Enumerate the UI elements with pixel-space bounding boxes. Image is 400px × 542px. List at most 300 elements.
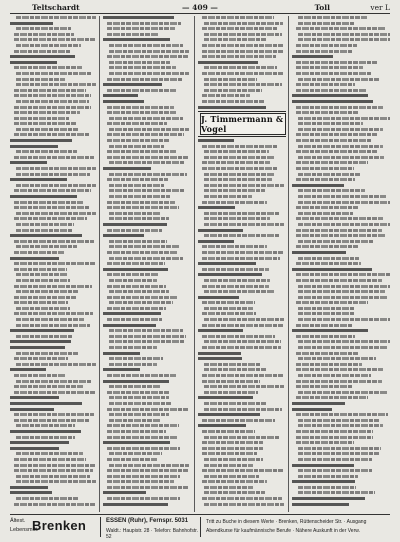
illegible-entry-line [107,122,167,125]
illegible-entry-line [298,195,386,198]
illegible-entry-line [14,285,92,288]
illegible-entry-line [16,27,71,30]
illegible-entry-line [202,167,278,170]
illegible-entry-line [292,329,368,332]
illegible-entry-line [14,38,96,41]
illegible-entry-line [107,89,176,92]
illegible-entry-line [298,340,390,343]
illegible-entry-line [14,262,96,265]
header-right-word: Toll [314,3,330,12]
illegible-entry-line [14,89,86,92]
illegible-entry-line [298,357,376,360]
illegible-entry-line [202,201,267,204]
illegible-entry-line [296,245,358,248]
illegible-entry-line [204,391,258,394]
illegible-entry-line [107,469,189,472]
illegible-entry-line [14,201,83,204]
illegible-entry-line [202,72,284,75]
illegible-entry-line [204,33,282,36]
illegible-entry-line [296,352,359,355]
illegible-entry-line [202,380,260,383]
illegible-entry-line [107,391,169,394]
illegible-entry-line [204,486,253,489]
ad-rule-top [198,111,286,112]
illegible-entry-line [202,245,267,248]
illegible-entry-line [296,413,388,416]
illegible-entry-line [16,335,73,338]
illegible-entry-line [10,346,65,349]
illegible-entry-line [109,452,162,455]
illegible-entry-line [107,262,165,265]
illegible-entry-line [16,184,96,187]
column-divider [194,16,195,512]
illegible-entry-line [109,363,157,366]
illegible-entry-line [198,273,262,276]
illegible-entry-line [202,335,275,338]
illegible-entry-line [16,380,92,383]
illegible-entry-line [16,167,96,170]
illegible-entry-line [204,464,253,467]
illegible-entry-line [298,419,379,422]
illegible-entry-line [16,318,84,321]
illegible-entry-line [204,503,284,506]
ad-rule-bottom [198,136,286,137]
illegible-entry-line [10,408,54,411]
illegible-entry-line [202,16,274,19]
illegible-entry-line [204,184,284,187]
illegible-entry-line [103,491,146,494]
illegible-entry-line [202,480,267,483]
illegible-entry-line [109,212,160,215]
illegible-entry-line [202,374,284,377]
illegible-entry-line [16,290,79,293]
illegible-entry-line [296,89,367,92]
illegible-entry-line [296,106,383,109]
illegible-entry-line [109,335,186,338]
footer-advert [10,514,390,539]
illegible-entry-line [109,72,189,75]
illegible-entry-line [198,206,235,209]
illegible-entry-line [10,486,48,489]
advertisement-box [200,113,286,135]
illegible-entry-line [198,396,253,399]
illegible-entry-line [298,117,390,120]
illegible-entry-line [14,357,68,360]
page-header [10,3,390,13]
illegible-entry-line [109,61,170,64]
illegible-entry-line [292,408,332,411]
illegible-entry-line [14,251,64,254]
illegible-entry-line [202,100,265,103]
illegible-entry-line [204,408,282,411]
illegible-entry-line [107,206,179,209]
illegible-entry-line [109,402,171,405]
illegible-entry-line [10,441,69,444]
illegible-entry-line [296,161,368,164]
illegible-entry-line [298,452,380,455]
illegible-entry-line [202,161,270,164]
illegible-entry-line [103,312,161,315]
illegible-entry-line [109,117,183,120]
illegible-entry-line [14,106,91,109]
illegible-entry-line [14,240,94,243]
illegible-entry-line [204,178,272,181]
illegible-entry-line [202,50,284,53]
illegible-entry-line [16,78,65,81]
illegible-entry-line [103,83,162,86]
illegible-entry-line [10,234,82,237]
illegible-entry-line [204,385,284,388]
illegible-entry-line [16,173,90,176]
illegible-entry-line [14,156,94,159]
illegible-entry-line [14,469,93,472]
illegible-entry-line [204,223,284,226]
illegible-entry-line [107,480,174,483]
illegible-entry-line [202,497,282,500]
illegible-entry-line [202,94,250,97]
illegible-entry-line [296,380,382,383]
illegible-entry-line [296,139,372,142]
illegible-entry-line [298,173,360,176]
illegible-entry-line [14,419,90,422]
illegible-entry-line [107,33,159,36]
illegible-entry-line [107,251,178,254]
illegible-entry-line [109,50,189,53]
illegible-entry-line [107,150,176,153]
illegible-entry-line [296,396,368,399]
illegible-entry-line [14,385,83,388]
illegible-entry-line [16,83,96,86]
illegible-entry-line [16,128,79,131]
column-divider [99,16,100,512]
illegible-entry-line [296,66,363,69]
illegible-entry-line [107,374,176,377]
illegible-entry-line [16,150,77,153]
illegible-entry-line [109,464,189,467]
illegible-entry-line [16,16,96,19]
illegible-entry-line [10,396,59,399]
illegible-entry-line [16,212,96,215]
illegible-entry-line [296,441,354,444]
footer-address-line-2: Waldt.: Haupistr. 28 · Telefon: Bahnhofstr. 52 [106,528,198,540]
illegible-entry-line [103,234,144,237]
illegible-entry-line [103,268,168,271]
illegible-entry-line [296,229,382,232]
illegible-entry-line [296,324,353,327]
illegible-entry-line [16,307,70,310]
illegible-entry-line [298,257,359,260]
illegible-entry-line [296,436,373,439]
illegible-entry-line [296,61,378,64]
illegible-entry-line [292,503,349,506]
illegible-entry-line [204,83,282,86]
header-rule [10,13,390,14]
illegible-entry-line [298,290,385,293]
illegible-entry-line [296,27,386,30]
illegible-entry-line [14,217,87,220]
illegible-entry-line [107,55,189,58]
illegible-entry-line [14,413,94,416]
illegible-entry-line [16,44,81,47]
illegible-entry-line [198,240,234,243]
illegible-entry-line [298,223,390,226]
illegible-entry-line [298,346,387,349]
illegible-entry-line [298,296,387,299]
entry-column-1 [10,16,96,512]
illegible-entry-line [103,380,169,383]
illegible-entry-line [292,497,365,500]
illegible-entry-line [109,340,184,343]
illegible-entry-line [107,296,177,299]
illegible-entry-line [109,195,170,198]
illegible-entry-line [202,346,281,349]
illegible-entry-line [296,301,368,304]
illegible-entry-line [298,391,387,394]
illegible-entry-line [109,396,169,399]
header-page-number: — 409 — [182,3,218,12]
illegible-entry-line [103,503,168,506]
illegible-entry-line [107,497,180,500]
illegible-entry-line [109,128,189,131]
illegible-entry-line [298,189,365,192]
illegible-entry-line [204,436,280,439]
illegible-entry-line [296,335,355,338]
illegible-entry-line [204,363,261,366]
illegible-entry-line [202,251,283,254]
illegible-entry-line [298,22,355,25]
illegible-entry-line [16,352,79,355]
footer-address [104,517,201,540]
illegible-entry-line [107,430,166,433]
illegible-entry-line [16,72,92,75]
illegible-entry-line [204,402,267,405]
illegible-entry-line [202,469,283,472]
illegible-entry-line [202,268,269,271]
illegible-entry-line [296,262,361,265]
illegible-entry-line [298,458,372,461]
illegible-entry-line [296,111,358,114]
illegible-entry-line [109,145,164,148]
illegible-entry-line [296,206,359,209]
illegible-entry-line [107,133,184,136]
illegible-entry-line [14,117,69,120]
illegible-entry-line [16,363,96,366]
illegible-entry-line [14,111,80,114]
illegible-entry-line [107,229,162,232]
header-left-word: Teltschardt [32,3,80,12]
illegible-entry-line [109,66,176,69]
illegible-entry-line [204,340,281,343]
illegible-entry-line [204,89,262,92]
illegible-entry-line [10,368,46,371]
illegible-entry-line [204,318,284,321]
illegible-entry-line [202,145,278,148]
illegible-entry-line [296,178,355,181]
illegible-entry-line [14,133,89,136]
illegible-entry-line [109,357,163,360]
illegible-entry-line [107,106,174,109]
illegible-entry-line [198,229,243,232]
footer-address-line-1: ESSEN (Ruhr), Fernspr. 5031 [106,518,189,524]
illegible-entry-line [298,78,379,81]
illegible-entry-line [107,475,180,478]
footer-brand-name: Brenken [32,518,87,533]
illegible-entry-line [10,329,74,332]
illegible-entry-line [14,296,76,299]
illegible-entry-line [292,480,355,483]
illegible-entry-line [296,273,390,276]
illegible-entry-line [107,458,157,461]
illegible-entry-line [204,38,267,41]
illegible-entry-line [204,156,274,159]
illegible-entry-line [202,257,280,260]
footer-tail-line-1: Tritt zu Buche in diesem Werte · Brenken, Rüttenscheider Str. · Ausgang [206,519,367,525]
illegible-entry-line [109,346,157,349]
illegible-entry-line [107,486,189,489]
illegible-entry-line [202,55,276,58]
entry-column-2 [103,16,189,512]
illegible-entry-line [198,352,241,355]
illegible-entry-line [296,167,354,170]
illegible-entry-line [204,279,270,282]
illegible-entry-line [198,61,258,64]
illegible-entry-line [292,268,372,271]
illegible-entry-line [204,217,270,220]
illegible-entry-line [107,78,183,81]
illegible-entry-line [109,240,167,243]
illegible-entry-line [204,66,277,69]
illegible-entry-line [16,100,89,103]
illegible-entry-line [292,94,368,97]
illegible-entry-line [16,480,96,483]
illegible-entry-line [204,195,252,198]
illegible-entry-line [14,464,96,467]
illegible-entry-line [10,430,81,433]
illegible-entry-line [202,430,255,433]
illegible-entry-line [298,16,367,19]
illegible-entry-line [10,447,59,450]
illegible-entry-line [103,167,151,170]
illegible-entry-line [14,189,91,192]
illegible-entry-line [109,184,164,187]
illegible-entry-line [292,184,344,187]
illegible-entry-line [202,447,263,450]
illegible-entry-line [10,491,52,494]
illegible-entry-line [298,38,390,41]
illegible-entry-line [204,368,266,371]
illegible-entry-line [292,251,346,254]
illegible-entry-line [103,223,167,226]
illegible-entry-line [10,257,59,260]
illegible-entry-line [109,189,184,192]
illegible-entry-line [109,419,160,422]
illegible-entry-line [204,307,253,310]
footer-brand [10,517,101,537]
illegible-entry-line [298,33,390,36]
illegible-entry-line [107,27,175,30]
illegible-entry-line [296,279,382,282]
illegible-entry-line [103,38,170,41]
illegible-entry-line [14,301,68,304]
illegible-entry-line [298,285,390,288]
illegible-entry-line [14,33,74,36]
illegible-entry-line [298,374,371,377]
illegible-entry-line [204,475,259,478]
footer-brand-prefix-1: Ältest. [10,518,26,524]
illegible-entry-line [292,100,373,103]
illegible-entry-line [109,257,183,260]
illegible-entry-line [298,201,390,204]
illegible-entry-line [10,161,47,164]
illegible-entry-line [298,307,354,310]
footer-tail-line-2: Abendkurse für kaufmännische Berufe · Nähere Auskunft in der Verw. [206,528,360,534]
illegible-entry-line [14,206,89,209]
illegible-entry-line [296,44,357,47]
illegible-entry-line [204,290,275,293]
illegible-entry-line [298,486,356,489]
illegible-entry-line [298,240,373,243]
illegible-entry-line [296,72,372,75]
illegible-entry-line [107,424,179,427]
illegible-entry-line [109,290,169,293]
illegible-entry-line [14,94,91,97]
illegible-entry-line [16,273,67,276]
illegible-entry-line [10,139,72,142]
header-corner-mark: ver L [370,3,390,12]
illegible-entry-line [202,419,275,422]
illegible-entry-line [292,464,354,467]
illegible-entry-line [14,50,71,53]
illegible-entry-line [204,22,283,25]
illegible-entry-line [16,245,77,248]
illegible-entry-line [10,22,53,25]
illegible-entry-line [202,324,283,327]
entry-column-4 [292,16,390,512]
illegible-entry-line [10,61,57,64]
illegible-entry-line [298,469,372,472]
illegible-entry-line [103,368,140,371]
illegible-entry-line [10,402,82,405]
illegible-entry-line [198,357,242,360]
illegible-entry-line [14,122,76,125]
illegible-entry-line [298,128,383,131]
illegible-entry-line [202,441,263,444]
illegible-entry-line [16,223,74,226]
illegible-entry-line [107,285,166,288]
illegible-entry-line [103,16,174,19]
illegible-entry-line [202,27,278,30]
illegible-entry-line [298,318,390,321]
illegible-entry-line [202,452,257,455]
illegible-entry-line [202,312,256,315]
footer-brand-prefix-2: Lebensmitt. [10,527,39,533]
illegible-entry-line [16,424,75,427]
illegible-entry-line [298,491,375,494]
illegible-entry-line [296,133,378,136]
illegible-entry-line [298,447,381,450]
illegible-entry-line [107,273,159,276]
illegible-entry-line [107,408,189,411]
illegible-entry-line [14,503,96,506]
illegible-entry-line [103,352,140,355]
illegible-entry-line [109,329,183,332]
illegible-entry-line [298,156,384,159]
illegible-entry-line [103,100,144,103]
illegible-entry-line [198,262,256,265]
illegible-entry-line [109,301,173,304]
illegible-entry-line [296,150,378,153]
illegible-entry-line [103,94,138,97]
